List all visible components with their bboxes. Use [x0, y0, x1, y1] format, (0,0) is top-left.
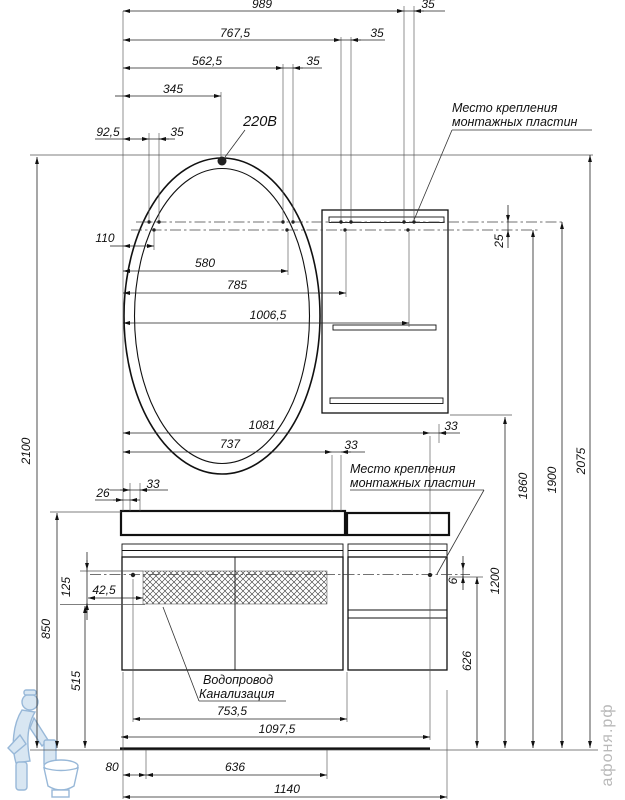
dim-35-top3: 35: [306, 54, 320, 68]
dim-33-right: 33: [444, 419, 458, 433]
dim-35-top4: 35: [170, 125, 184, 139]
dim-515: 515: [69, 670, 83, 692]
vanity-countertop: [121, 511, 345, 535]
dim-92-5: 92,5: [96, 125, 120, 139]
plumbing-note-line2: Канализация: [199, 687, 275, 701]
site-watermark: афоня.рф: [599, 703, 616, 787]
oval-mirror: [124, 158, 320, 474]
dim-989: 989: [251, 0, 273, 11]
mounting-note-top-line1: Место крепления: [452, 101, 558, 115]
dim-42-5: 42,5: [92, 583, 116, 597]
dim-26: 26: [96, 486, 110, 500]
mounting-note-top-line2: монтажных пластин: [452, 115, 578, 129]
dim-626: 626: [460, 650, 474, 672]
dim-1900: 1900: [545, 466, 559, 494]
shelf-bottom-strip: [330, 398, 443, 404]
dim-636: 636: [224, 760, 246, 774]
dim-580: 580: [194, 256, 216, 270]
power-outlet-point: [218, 157, 227, 166]
floor-line: [120, 747, 430, 750]
vanity-unit: [121, 511, 449, 670]
dim-753-5: 753,5: [216, 704, 248, 718]
dim-1140: 1140: [274, 782, 300, 796]
dim-2100: 2100: [19, 437, 33, 465]
dim-1097-5: 1097,5: [258, 722, 296, 736]
dim-1200: 1200: [488, 567, 502, 595]
dim-562-5: 562,5: [191, 54, 223, 68]
mounting-note-bottom-line1: Место крепления: [350, 462, 456, 476]
dim-35-top1: 35: [421, 0, 435, 11]
dim-33-mid: 33: [344, 438, 358, 452]
dim-33-left: 33: [146, 477, 160, 491]
dim-345: 345: [162, 82, 184, 96]
dim-80: 80: [105, 760, 119, 774]
dim-2075: 2075: [574, 447, 588, 475]
vanity-drawer-body: [348, 557, 447, 670]
dim-767-5: 767,5: [219, 26, 251, 40]
dim-785: 785: [226, 278, 248, 292]
dim-1006-5: 1006,5: [249, 308, 287, 322]
dim-125: 125: [59, 576, 73, 598]
dim-850: 850: [39, 618, 53, 640]
dim-25: 25: [492, 234, 506, 248]
dim-110: 110: [95, 231, 115, 245]
vanity-right-top: [347, 513, 449, 535]
dim-1860: 1860: [516, 472, 530, 500]
shelf-cabinet: [322, 210, 448, 413]
shelf-middle-shelf: [333, 325, 436, 330]
dim-1081: 1081: [248, 418, 276, 432]
mounting-note-bottom-line2: монтажных пластин: [350, 476, 476, 490]
plumber-logo-watermark: [8, 690, 78, 797]
dim-737: 737: [219, 437, 241, 451]
power-outlet-label: 220В: [243, 114, 277, 130]
dim-6: 6: [446, 577, 460, 585]
dim-35-top2: 35: [370, 26, 384, 40]
plumbing-note-line1: Водопровод: [203, 673, 274, 687]
